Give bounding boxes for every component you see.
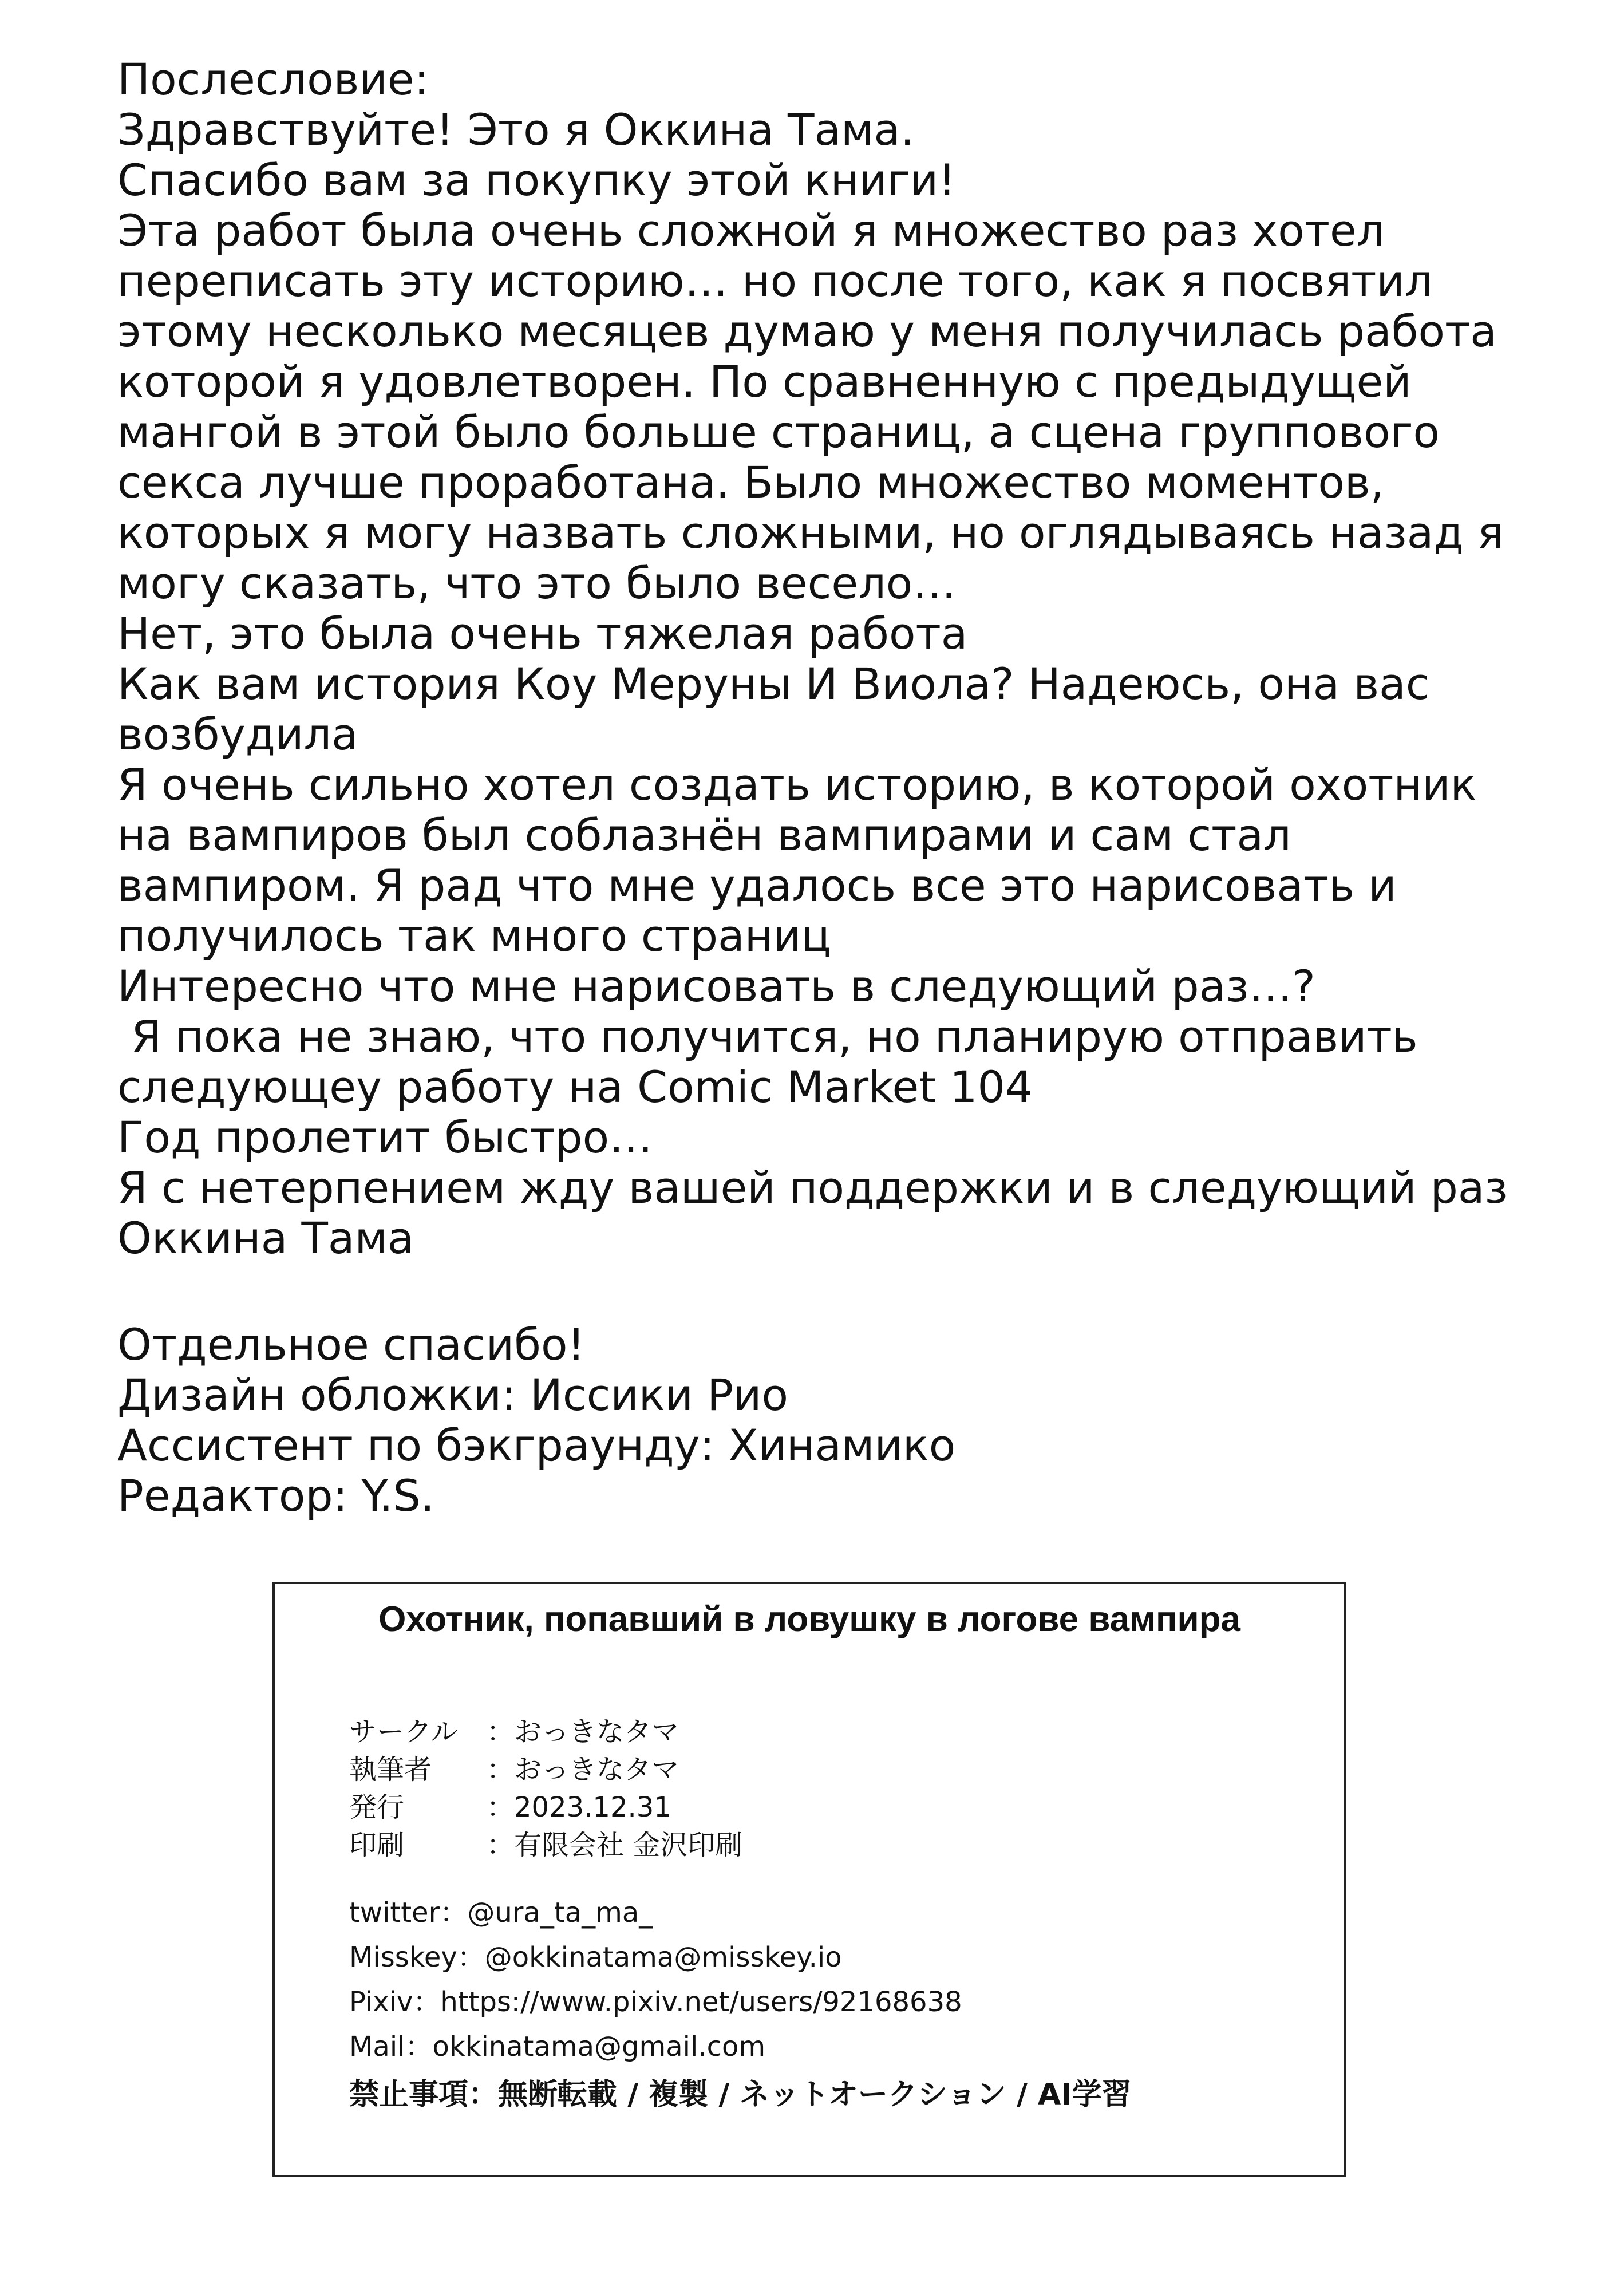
info-row-circle xyxy=(349,1713,742,1751)
contact-mail: Mail：okkinatama@gmail.com xyxy=(349,2031,766,2063)
afterword-line: Я пока не знаю, что получится, но планирую отправить xyxy=(117,1011,1418,1062)
afterword-line: Эта работ была очень сложной я множество раз хотел xyxy=(117,205,1385,256)
afterword-line: Здравствуйте! Это я Оккина Тама. xyxy=(117,104,915,155)
book-title: Охотник, попавший в ловушку в логове вампира xyxy=(378,1600,1240,1639)
afterword-line: Спасибо вам за покупку этой книги! xyxy=(117,155,956,206)
afterword-line: Я с нетерпением жду вашей поддержки и в следующий раз xyxy=(117,1162,1508,1213)
special-thanks xyxy=(117,1320,1491,1521)
credit-editor: Редактор: Y.S. xyxy=(117,1470,434,1521)
afterword-line: этому несколько месяцев думаю у меня получилась работа xyxy=(117,306,1497,357)
info-row-author xyxy=(349,1751,742,1788)
afterword-line: Как вам история Коу Меруны И Виола? Надеюсь, она вас xyxy=(117,658,1430,709)
info-key: 印刷 xyxy=(349,1829,405,1861)
contact-pixiv: Pixiv：https://www.pixiv.net/users/92168638 xyxy=(349,1986,962,2018)
contact-twitter: twitter：@ura_ta_ma_ xyxy=(349,1897,653,1929)
afterword-line: возбудила xyxy=(117,709,358,760)
info-key: サークル xyxy=(349,1716,459,1748)
info-value: ：おっきなタマ xyxy=(487,1754,679,1786)
afterword-line: мангой в этой было больше страниц, а сцена группового xyxy=(117,406,1440,457)
info-value: ：2023.12.31 xyxy=(487,1791,671,1823)
afterword-line: на вампиров был соблазнён вампирами и сам стал xyxy=(117,810,1291,860)
afterword-line: могу сказать, что это было весело… xyxy=(117,558,957,609)
info-row-published xyxy=(349,1788,742,1826)
afterword-line: следующеу работу на Comic Market 104 xyxy=(117,1061,1033,1112)
info-key: 発行 xyxy=(349,1791,405,1823)
info-row-printer xyxy=(349,1826,742,1864)
info-value: ：有限会社 金沢印刷 xyxy=(487,1829,743,1861)
contact-list xyxy=(349,1890,962,2069)
info-key: 執筆者 xyxy=(349,1754,432,1786)
afterword-line: Я очень сильно хотел создать историю, в которой охотник xyxy=(117,759,1477,810)
afterword-text xyxy=(117,54,1583,1264)
afterword-line: Нет, это была очень тяжелая работа xyxy=(117,608,968,659)
afterword-heading: Послесловие: xyxy=(117,54,429,105)
credit-background-assistant: Ассистент по бэкграунду: Хинамико xyxy=(117,1420,956,1471)
afterword-line: Год пролетит быстро… xyxy=(117,1112,653,1163)
afterword-signature: Оккина Тама xyxy=(117,1213,414,1264)
afterword-line: которой я удовлетворен. По сравненную с предыдущей xyxy=(117,356,1412,407)
afterword-line: вампиром. Я рад что мне удалось все это нарисовать и xyxy=(117,860,1397,911)
afterword-line: секса лучше проработана. Было множество моментов, xyxy=(117,457,1384,508)
afterword-line: которых я могу назвать сложными, но оглядываясь назад я xyxy=(117,507,1504,558)
contact-misskey: Misskey：@okkinatama@misskey.io xyxy=(349,1941,842,1973)
thanks-heading: Отдельное спасибо! xyxy=(117,1319,585,1370)
colophon-box xyxy=(272,1582,1346,2177)
credit-cover-design: Дизайн обложки: Иссики Рио xyxy=(117,1369,788,1420)
afterword-line: Интересно что мне нарисовать в следующий раз…? xyxy=(117,961,1315,1012)
prohibited-notice: 禁止事項：無断転載 / 複製 / ネットオークション / AI学習 xyxy=(349,2078,1132,2112)
afterword-line: получилось так много страниц xyxy=(117,910,831,961)
info-value: ：おっきなタマ xyxy=(487,1716,679,1748)
afterword-line: переписать эту историю… но после того, как я посвятил xyxy=(117,255,1433,306)
publication-info xyxy=(349,1713,742,1864)
